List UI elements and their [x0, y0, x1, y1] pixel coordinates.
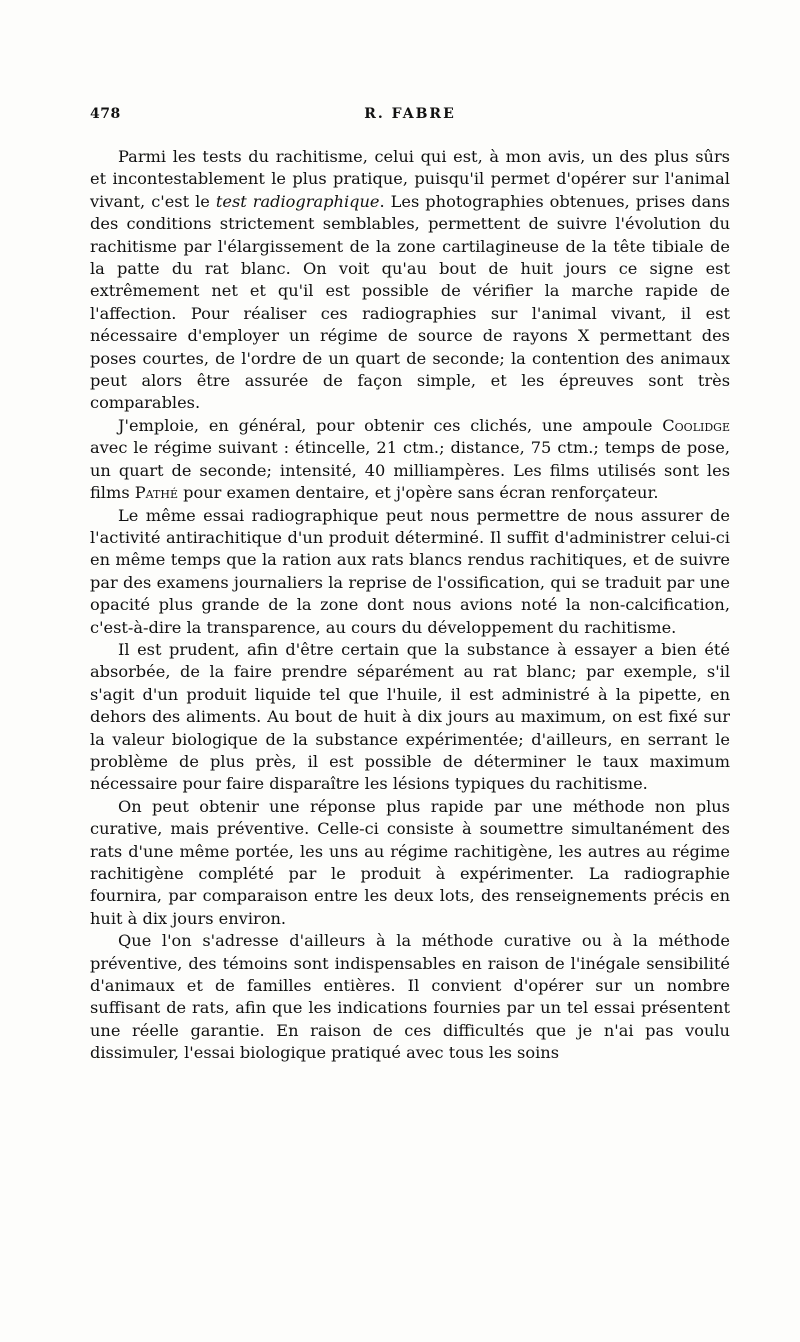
paragraph-5 [90, 796, 730, 930]
paragraph-6 [90, 930, 730, 1064]
paragraph-1-italic-test-radiographique: test radiographique [215, 191, 380, 211]
paragraph-4 [90, 639, 730, 796]
paragraph-3-text: Le même essai radiographique peut nous permettre de nous assurer de l'activité antirachitique d'un produit déterminé. Il suffit d'administrer celui-ci en même temps que la ration aux rats blancs rendus rachitiques, et de suivre par des examens journaliers la reprise de l'ossification, qui se traduit par une opacité plus grande de la zone dont nous avions noté la non-calcification, c'est-à-dire la transparence, au cours du développement du rachitisme. [90, 505, 730, 637]
paragraph-1-part-2: . Les photographies obtenues, prises dans des conditions strictement semblables, permettent de suivre l'évolution du rachitisme par l'élargissement de la zone cartilagineuse de la tête tibiale de la patte du rat blanc. On voit qu'au bout de huit jours ce signe est extrêmement net et qu'il est possible de vérifier la marche rapide de l'affection. Pour réaliser ces radiographies sur l'animal vivant, il est nécessaire d'employer un régime de source de rayons X permettant des poses courtes, de l'ordre de un quart de seconde; la contention des animaux peut alors être assurée de façon simple, et les épreuves sont très comparables. [90, 191, 730, 413]
paragraph-1 [90, 146, 730, 415]
paragraph-2-part-1: J'emploie, en général, pour obtenir ces clichés, une ampoule [118, 415, 663, 435]
paragraph-2-smallcaps-pathe: Pathé [134, 483, 178, 503]
paragraph-2-smallcaps-coolidge: Coolidge [662, 415, 730, 435]
running-header [90, 106, 730, 128]
paragraph-5-text: On peut obtenir une réponse plus rapide par une méthode non plus curative, mais préventive. Celle-ci consiste à soumettre simultanément des rats d'une même portée, les uns au régime rachitigène, les autres au régime rachitigène complété par le produit à expérimenter. La radiographie fournira, par comparaison entre les deux lots, des renseignements précis en huit à dix jours environ. [90, 796, 730, 928]
running-header-author: R. FABRE [364, 106, 456, 122]
body-text [90, 146, 730, 1065]
paragraph-2 [90, 415, 730, 505]
paragraph-6-text: Que l'on s'adresse d'ailleurs à la méthode curative ou à la méthode préventive, des témoins sont indispensables en raison de l'inégale sensibilité d'animaux et de familles entières. Il convient d'opérer sur un nombre suffisant de rats, afin que les indications fournies par un tel essai présentent une réelle garantie. En raison de ces difficultés que je n'ai pas voulu dissimuler, l'essai biologique pratiqué avec tous les soins [90, 931, 730, 1063]
paragraph-3 [90, 505, 730, 639]
paragraph-2-part-3: pour examen dentaire, et j'opère sans écran renforçateur. [177, 483, 659, 503]
page-number: 478 [90, 106, 121, 122]
paragraph-2-part-2: avec le régime suivant : étincelle, 21 ctm.; distance, 75 ctm.; temps de pose, un quart de seconde; intensité, 40 milliampères. Les films utilisés sont les films [90, 438, 730, 503]
paragraph-1-part-1: Parmi les tests du rachitisme, celui qui est, à mon avis, un des plus sûrs et incontestablement le plus pratique, puisqu'il permet d'opérer sur l'animal vivant, c'est le [90, 147, 730, 211]
paragraph-4-text: Il est prudent, afin d'être certain que la substance à essayer a bien été absorbée, de la faire prendre séparément au rat blanc; par exemple, s'il s'agit d'un produit liquide tel que l'huile, il est administré à la pipette, en dehors des aliments. Au bout de huit à dix jours au maximum, on est fixé sur la valeur biologique de la substance expérimentée; d'ailleurs, en serrant le problème de plus près, il est possible de déterminer le taux maximum nécessaire pour faire disparaître les lésions typiques du rachitisme. [90, 639, 730, 794]
